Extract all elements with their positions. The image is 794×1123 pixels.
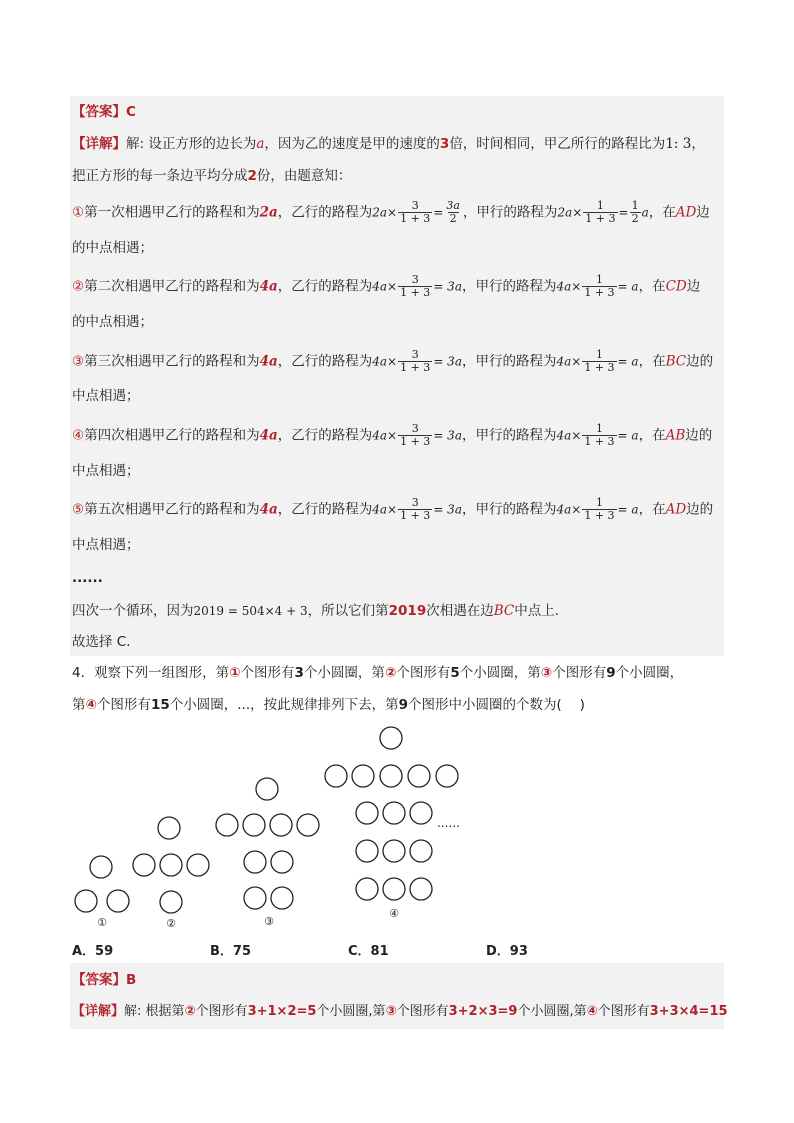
var: a [256,136,265,152]
text: ，乙行的路程为 [277,501,373,518]
circle [383,878,405,900]
text: 个小圆圈，...，按此规律排列下去，第 [169,697,399,713]
text: ，在 [638,353,666,370]
circle [244,887,266,909]
mark: ④ [586,1004,598,1019]
text: 个图形有 [195,1004,248,1019]
mark: ② [184,1004,196,1019]
sum: 4a [259,427,278,444]
text: ，在 [638,427,666,444]
circle [270,814,292,836]
text: ，所以它们第 [307,603,389,619]
text: 个图形有 [396,1004,449,1019]
detail-tag: 【详解】 [72,136,126,152]
denominator: 1 + 3 [584,509,615,522]
circle [216,814,238,836]
option-d[interactable] [486,940,528,959]
text: ，在 [638,278,666,295]
text: 个小圆圈,第 [517,1004,587,1019]
text: ，在 [648,204,676,221]
num: 2019 [388,603,427,619]
edge: AD [665,501,687,518]
text: 第二次相遇甲乙行的路程和为 [84,278,260,295]
circle [271,887,293,909]
math: 4a× [556,279,582,294]
numerator: 1 [631,199,639,212]
detail-intro-line-2 [72,166,351,186]
mark: ③ [540,665,553,681]
num: 3 [294,665,304,681]
text: 把正方形的每一条边平均分成 [72,168,248,184]
text: 个小圆圈，第 [459,665,541,681]
text: 个图形有 [597,1004,650,1019]
answer-choice: B [126,972,137,988]
text: 4．观察下列一组图形，第 [72,665,230,681]
math: = a [617,428,639,443]
num: 5 [450,665,460,681]
circle [90,856,112,878]
circle [244,851,266,873]
math: = a [617,279,639,294]
math: = 3a [433,354,462,369]
text: 故选择 C． [72,634,140,650]
option-c[interactable] [348,940,389,959]
circle [410,840,432,862]
circle [243,814,265,836]
math: = a [617,502,639,517]
step-line-cont [72,312,153,332]
formula: 3+2×3=9 [448,1004,518,1019]
text: ，乙行的路程为 [277,204,373,221]
text: 中点上． [514,603,569,619]
text: 次相遇在边 [426,603,494,619]
circle [160,891,182,913]
text: 第三次相遇甲乙行的路程和为 [84,353,260,370]
text: 中点相遇； [72,463,140,479]
figure-label-4: ④ [389,907,399,920]
fraction [582,274,616,299]
numerator: 1 [595,496,603,509]
denominator: 1 + 3 [400,212,431,225]
circle [356,840,378,862]
numerator: 3 [411,496,419,509]
answer-choice: C [126,104,136,120]
math: = 3a [433,502,462,517]
fraction [398,274,432,299]
sum: 4a [259,353,278,370]
text: 个图形中小圆圈的个数为( ) [408,697,585,713]
circle [158,817,180,839]
detail-line-4 [72,1002,728,1022]
figure-label-1: ① [97,916,107,929]
denominator: 1 + 3 [400,435,431,448]
text: 份，由题意知： [256,168,352,184]
text: 倍，时间相同，甲乙所行的路程比为 [449,136,666,152]
circle [271,851,293,873]
text: 个小圆圈，第 [303,665,385,681]
option-b[interactable] [210,940,251,959]
text: ...... [72,570,103,586]
num: 15 [150,697,170,713]
step-line-cont [72,535,140,555]
denominator: 1 + 3 [584,286,615,299]
text: ，在 [638,501,666,518]
denominator: 1 + 3 [585,212,616,225]
step-mark: ① [72,204,85,221]
fraction [398,423,432,448]
math: 4a× [372,502,398,517]
circle [352,765,374,787]
circle [436,765,458,787]
circle [410,878,432,900]
math: 4a× [556,354,582,369]
text: ，乙行的路程为 [277,427,373,444]
text: 中点相遇； [72,388,140,404]
mark: ① [229,665,241,681]
denominator: 1 + 3 [400,286,431,299]
denominator: 2 [631,212,639,225]
num: 9 [606,665,616,681]
text: ，甲行的路程为 [461,427,557,444]
numerator: 3a [446,199,460,212]
step-mark: ⑤ [72,501,85,518]
figure-label-2: ② [166,917,176,930]
mark: ② [384,665,397,681]
option-text: A．59 [72,944,114,959]
answer-line-4 [72,970,136,990]
fraction [582,349,616,374]
circle [297,814,319,836]
circle [107,890,129,912]
numerator: 3 [411,273,419,286]
step-mark: ② [72,278,85,295]
circle [380,765,402,787]
edge: BC [493,603,515,619]
circle [133,854,155,876]
mark: ③ [385,1004,397,1019]
fraction [630,200,641,225]
cycle-line [72,601,568,621]
text: 解: 设正方形的边长为 [126,136,257,152]
circle [383,802,405,824]
edge: AD [675,204,697,221]
text: 第五次相遇甲乙行的路程和为 [84,501,260,518]
circle [325,765,347,787]
step-line-cont [72,386,140,406]
formula: 3+1×2=5 [247,1004,317,1019]
math: = a [617,354,639,369]
math: 4a× [372,279,398,294]
math: 2a× [557,205,583,220]
text: 边的 [685,427,713,444]
answer-tag: 【答案】 [72,972,126,988]
text: ，甲行的路程为 [462,204,558,221]
fraction [398,200,432,225]
text: ，甲行的路程为 [461,278,557,295]
edge: AB [665,427,686,444]
circle [187,854,209,876]
step-line-cont [72,238,153,258]
sum: 2a [259,204,278,221]
circle [410,802,432,824]
text: ，乙行的路程为 [277,278,373,295]
text: ， [691,136,705,152]
detail-intro-line-1 [72,134,705,154]
circle [408,765,430,787]
step-line [72,497,713,522]
text: 个图形有 [96,697,151,713]
math: 4a× [556,502,582,517]
numerator: 1 [595,273,603,286]
sum: 4a [259,278,278,295]
fraction [583,200,617,225]
text: ，甲行的路程为 [461,501,557,518]
circle-pattern-figure [0,715,794,955]
denominator: 2 [449,212,457,225]
num: 9 [398,697,409,713]
text: 的中点相遇； [72,314,153,330]
text: 个小圆圈， [615,665,684,681]
edge: CD [665,278,687,295]
text: ，因为乙的速度是甲的速度的 [264,136,440,152]
math: = 3a [433,279,462,294]
math: = [618,205,629,220]
fraction [398,349,432,374]
step-line [72,274,700,299]
math: 2a× [372,205,398,220]
ellipsis [72,568,103,588]
circle [383,840,405,862]
text: 第四次相遇甲乙行的路程和为 [84,427,260,444]
math: = 3a [433,428,462,443]
text: 个图形有 [240,665,295,681]
num: 2 [247,168,257,184]
formula: 3+3×4=15 [649,1004,728,1019]
denominator: 1 + 3 [584,435,615,448]
question-line-2 [72,695,585,715]
mark: ④ [85,697,97,713]
numerator: 3 [411,422,419,435]
math: a [641,205,649,220]
sum: 4a [259,501,278,518]
text: 个图形有 [396,665,451,681]
circle [256,778,278,800]
text: 个小圆圈,第 [316,1004,386,1019]
math: = [433,205,444,220]
text: ，乙行的路程为 [277,353,373,370]
figure-label-3: ③ [264,915,274,928]
numerator: 3 [411,348,419,361]
text: 第一次相遇甲乙行的路程和为 [84,204,260,221]
detail-tag: 【详解】 [72,1004,125,1019]
ratio: 1: 3 [665,136,692,152]
math: 4a× [556,428,582,443]
conclusion [72,632,140,652]
text: ，甲行的路程为 [461,353,557,370]
fraction [582,423,616,448]
step-mark: ④ [72,427,85,444]
answer-line [72,102,136,122]
circle [75,890,97,912]
text: 的中点相遇； [72,240,153,256]
text: 中点相遇； [72,537,140,553]
circle [356,878,378,900]
denominator: 1 + 3 [400,361,431,374]
step-line [72,423,712,448]
circle [160,854,182,876]
num: 3 [439,136,450,152]
step-mark: ③ [72,353,85,370]
text: 边的 [686,501,714,518]
math: 2019 = 504×4 + 3 [193,604,308,618]
option-text: C．81 [348,944,389,959]
step-line-cont [72,461,140,481]
fraction [398,497,432,522]
circle [356,802,378,824]
fraction [444,200,462,225]
circle [380,727,402,749]
denominator: 1 + 3 [584,361,615,374]
edge: BC [665,353,687,370]
fraction [582,497,616,522]
option-text: B．75 [210,944,251,959]
text: 第 [72,697,86,713]
text: 解: 根据第 [124,1004,185,1019]
step-line [72,200,710,225]
option-text: D．93 [486,944,528,959]
text: 四次一个循环，因为 [72,603,194,619]
numerator: 1 [596,199,604,212]
text: 边 [696,204,710,221]
numerator: 1 [595,422,603,435]
option-a[interactable] [72,940,113,959]
text: 个图形有 [552,665,607,681]
answer-tag: 【答案】 [72,104,126,120]
step-line [72,349,713,374]
numerator: 1 [595,348,603,361]
question-line-1 [72,663,683,683]
math: 4a× [372,428,398,443]
text: 边的 [686,353,714,370]
continuation-dots: ...... [437,816,460,830]
numerator: 3 [411,199,419,212]
text: 边 [686,278,701,295]
denominator: 1 + 3 [400,509,431,522]
math: 4a× [372,354,398,369]
